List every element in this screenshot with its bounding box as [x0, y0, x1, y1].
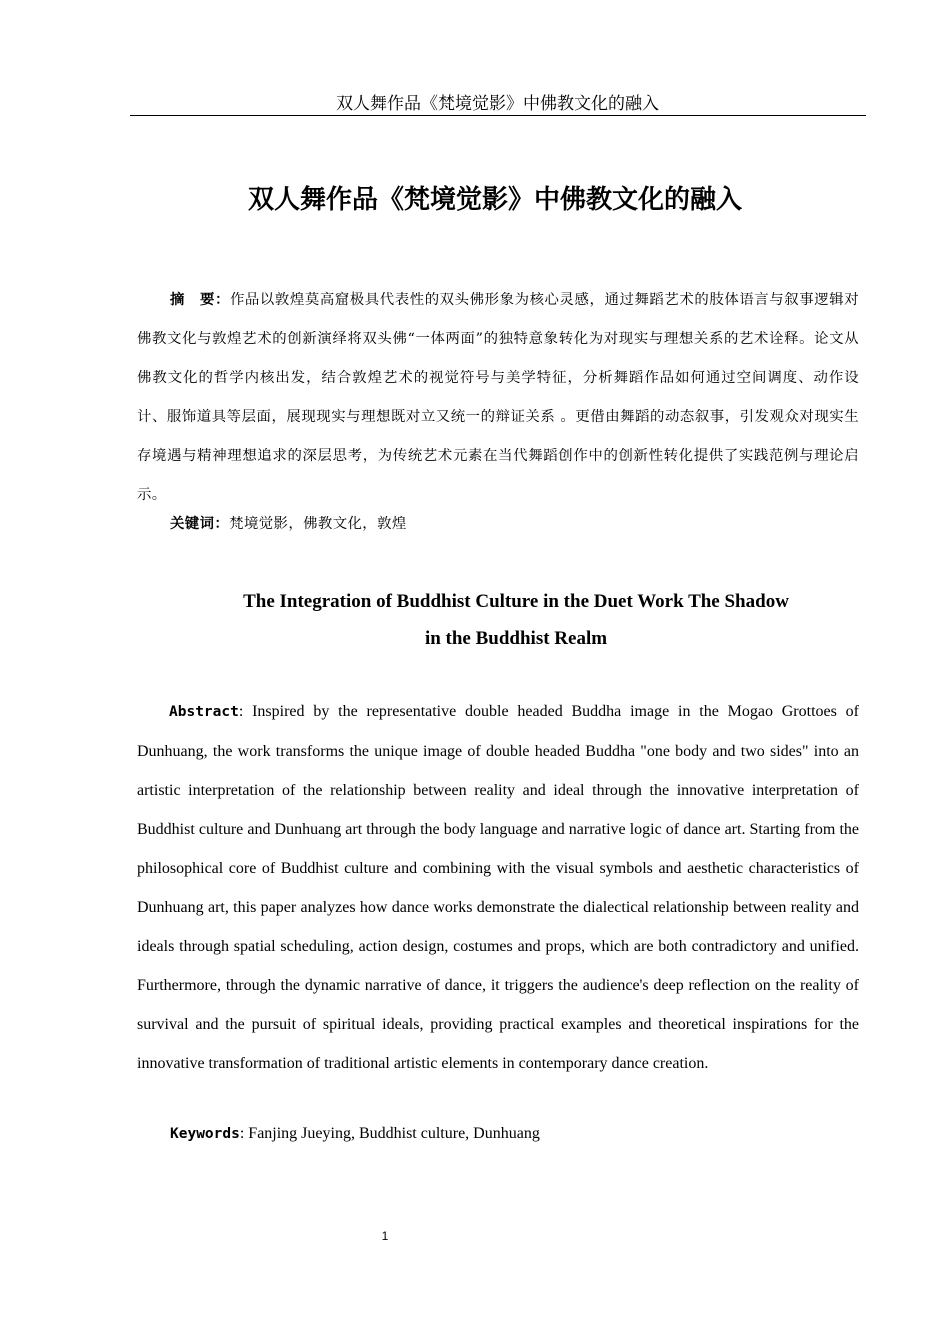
chinese-title: 双人舞作品《梵境觉影》中佛教文化的融入 — [247, 185, 742, 215]
chinese-abstract — [137, 281, 859, 515]
english-keywords-text: : Fanjing Jueying, Buddhist culture, Dunhuang — [239, 1125, 540, 1142]
page-number: 1 — [381, 1229, 389, 1243]
header-rule — [130, 115, 866, 116]
english-keywords-label: Keywords — [170, 1126, 240, 1142]
english-title — [200, 583, 832, 657]
english-abstract — [137, 692, 859, 1083]
chinese-abstract-label: 摘 要： — [170, 292, 230, 308]
chinese-keywords-text: 梵境觉影，佛教文化，敦煌 — [229, 516, 407, 532]
english-abstract-text: : Inspired by the representative double headed Buddha image in the Mogao Grottoes of Dunhuang, the work transforms the unique image of double headed Buddha "one body and two sides" into an artistic interpretation of the relationship between reality and ideal through the innovative interpretation of Buddhist culture and Dunhuang art through the body language and narrative logic of dance art. Starting from the philosophical core of Buddhist culture and combining with the visual symbols and aesthetic characteristics of Dunhuang art, this paper analyzes how dance works demonstrate the dialectical relationship between reality and ideals through spatial scheduling, action design, costumes and props, which are both contradictory and unified. Furthermore, through the dynamic narrative of dance, it triggers the audience's deep reflection on the reality of survival and the pursuit of spiritual ideals, providing practical examples and theoretical inspirations for the innovative transformation of traditional artistic elements in contemporary dance creation. — [137, 703, 859, 1072]
chinese-abstract-text: 作品以敦煌莫高窟极具代表性的双头佛形象为核心灵感，通过舞蹈艺术的肢体语言与叙事逻辑对佛教文化与敦煌艺术的创新演绎将双头佛“一体两面”的独特意象转化为对现实与理想关系的艺术诠释。论文从佛教文化的哲学内核出发，结合敦煌艺术的视觉符号与美学特征，分析舞蹈作品如何通过空间调度、动作设计、服饰道具等层面，展现现实与理想既对立又统一的辩证关系 。更借由舞蹈的动态叙事，引发观众对现实生存境遇与精神理想追求的深层思考，为传统艺术元素在当代舞蹈创作中的创新性转化提供了实践范例与理论启示。 — [137, 292, 859, 503]
chinese-keywords — [170, 512, 407, 536]
chinese-keywords-label: 关键词： — [170, 516, 230, 532]
english-title-line-1: The Integration of Buddhist Culture in the Duet Work The Shadow — [243, 591, 789, 612]
running-header: 双人舞作品《梵境觉影》中佛教文化的融入 — [336, 94, 659, 114]
english-abstract-label: Abstract — [169, 704, 239, 720]
english-title-line-2: in the Buddhist Realm — [424, 628, 608, 649]
english-keywords — [170, 1122, 540, 1146]
